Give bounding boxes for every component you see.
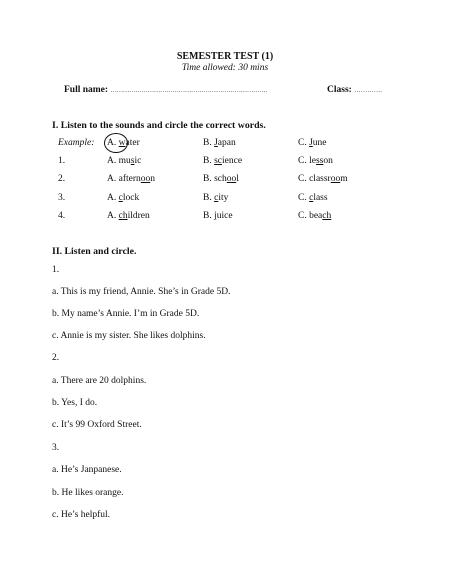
option-c[interactable]: C. classroom: [298, 174, 348, 184]
row-number: 4.: [58, 211, 66, 221]
option-c[interactable]: C. beach: [298, 211, 332, 221]
class-line: [327, 85, 382, 95]
question-number: 3.: [52, 443, 60, 453]
time-allowed: Time allowed: 30 mins: [181, 63, 269, 73]
answer-option[interactable]: b. Yes, I do.: [52, 398, 98, 408]
answer-option[interactable]: a. There are 20 dolphins.: [52, 376, 147, 386]
answer-option[interactable]: b. He likes orange.: [52, 488, 124, 498]
answer-option[interactable]: b. My name’s Annie. I’m in Grade 5D.: [52, 309, 200, 319]
option-b[interactable]: B. Japan: [203, 138, 236, 148]
option-a[interactable]: A. clock: [107, 193, 140, 203]
option-b[interactable]: B. school: [203, 174, 239, 184]
question-number: 1.: [52, 265, 60, 275]
option-b[interactable]: B. juice: [203, 211, 233, 221]
answer-option[interactable]: a. He’s Janpanese.: [52, 465, 122, 475]
option-c[interactable]: C. class: [298, 193, 328, 203]
full-name-field[interactable]: ………………………………………………………………….: [110, 87, 267, 94]
answer-option[interactable]: c. It’s 99 Oxford Street.: [52, 420, 142, 430]
answer-option[interactable]: c. Annie is my sister. She likes dolphins.: [52, 331, 206, 341]
full-name-label: Full name:: [64, 85, 109, 95]
page-title: SEMESTER TEST (1): [176, 51, 274, 62]
option-c[interactable]: C. lesson: [298, 156, 333, 166]
option-b[interactable]: B. science: [203, 156, 243, 166]
full-name-line: [64, 85, 267, 95]
class-label: Class:: [327, 85, 352, 95]
option-a[interactable]: A. afternoon: [107, 174, 156, 184]
section2-heading: II. Listen and circle.: [52, 246, 137, 257]
option-a[interactable]: A. children: [107, 211, 150, 221]
row-number: 1.: [58, 156, 66, 166]
option-a[interactable]: A. water: [107, 138, 140, 148]
answer-option[interactable]: a. This is my friend, Annie. She’s in Grade 5D.: [52, 287, 231, 297]
row-number: Example:: [58, 138, 95, 148]
option-c[interactable]: C. June: [298, 138, 327, 148]
answer-option[interactable]: c. He’s helpful.: [52, 510, 111, 520]
row-number: 2.: [58, 174, 66, 184]
question-number: 2.: [52, 353, 60, 363]
option-b[interactable]: B. city: [203, 193, 229, 203]
row-number: 3.: [58, 193, 66, 203]
section1-heading: I. Listen to the sounds and circle the correct words.: [52, 120, 266, 131]
option-a[interactable]: A. music: [107, 156, 142, 166]
class-field[interactable]: ………….: [354, 87, 382, 94]
